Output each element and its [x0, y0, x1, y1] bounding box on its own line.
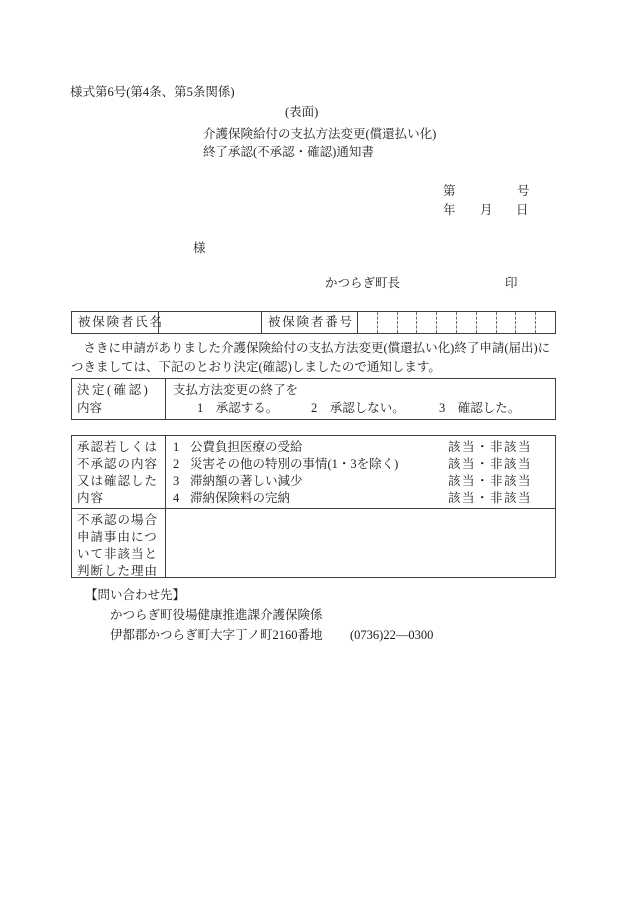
- insured-number-cell: [377, 312, 397, 333]
- insured-number-cell: [416, 312, 436, 333]
- insured-person-table: [71, 311, 556, 334]
- decision-option-confirmed: 3 確認した。: [439, 401, 521, 415]
- approval-item-choice: 該当・非該当: [447, 491, 532, 505]
- insured-number-cell: [496, 312, 516, 333]
- decision-option-approve: 1 承認する。: [197, 401, 279, 415]
- decision-header-line2: 内容: [77, 401, 103, 415]
- document-title-line2: 終了承認(不承認・確認)通知書: [203, 144, 374, 159]
- document-title-line1: 介護保険給付の支払方法変更(償還払い化): [203, 127, 437, 141]
- decision-header: [72, 379, 166, 419]
- doc-number-suffix: 号: [517, 184, 530, 198]
- approval-item-text: 公費負担医療の受給: [190, 440, 303, 454]
- decision-table: [71, 378, 556, 420]
- insured-name-field: [159, 312, 262, 333]
- approval-item-number: 3: [173, 474, 180, 488]
- decision-option-deny: 2 承認しない。: [311, 401, 405, 415]
- insured-number-label: 被保険者番号: [262, 312, 358, 333]
- issuer-name: かつらぎ町長: [325, 276, 401, 290]
- notice-paragraph: [71, 339, 563, 376]
- insured-number-cell: [476, 312, 496, 333]
- contact-office: かつらぎ町役場健康推進課介護保険係: [110, 608, 323, 622]
- front-side-label: (表面): [285, 105, 319, 119]
- approval-item-number: 4: [173, 491, 180, 505]
- approval-item-number: 2: [173, 457, 180, 471]
- addressee-suffix: 様: [193, 241, 206, 255]
- insured-number-cell: [515, 312, 535, 333]
- insured-number-cell: [397, 312, 417, 333]
- approval-content-header: 承認若しくは 不承認の内容 又は確認した 内容: [72, 436, 166, 508]
- denial-reason-header: 不承認の場合 申請事由につ いて非該当と 判断した理由: [72, 509, 166, 577]
- decision-body: [166, 379, 555, 419]
- form-style-number: 様式第6号(第4条、第5条関係): [70, 85, 235, 99]
- doc-number-prefix: 第: [443, 184, 456, 198]
- contact-address: 伊都郡かつらぎ町大字丁ノ町2160番地: [110, 628, 323, 642]
- contact-heading: 【問い合わせ先】: [85, 588, 186, 602]
- date-month-label: 月: [480, 203, 493, 217]
- approval-item-text: 滞納額の著しい減少: [190, 474, 303, 488]
- approval-item-choice: 該当・非該当: [447, 457, 532, 471]
- approval-item-number: 1: [173, 440, 180, 454]
- approval-item-3: [166, 473, 555, 490]
- date-day-label: 日: [516, 203, 529, 217]
- approval-item-text: 滞納保険料の完納: [190, 491, 291, 505]
- insured-number-cell: [436, 312, 456, 333]
- insured-name-label: 被保険者氏名: [72, 312, 159, 333]
- denial-reason-field: [166, 509, 555, 577]
- insured-number-cell: [456, 312, 476, 333]
- denial-reason-row: [72, 509, 555, 577]
- approval-content-row: [72, 436, 555, 509]
- approval-items: [166, 436, 555, 508]
- seal-placeholder: 印: [505, 276, 518, 290]
- contact-phone: (0736)22—0300: [350, 628, 434, 642]
- approval-item-1: [166, 439, 555, 456]
- notice-paragraph-line1: さきに申請がありました介護保険給付の支払方法変更(償還払い化)終了申請(届出)に: [71, 341, 551, 355]
- approval-item-choice: 該当・非該当: [447, 474, 532, 488]
- approval-item-text: 災害その他の特別の事情(1・3を除く): [190, 457, 399, 471]
- approval-item-4: [166, 490, 555, 507]
- decision-lead-text: 支払方法変更の終了を: [173, 383, 299, 397]
- approval-item-choice: 該当・非該当: [447, 440, 532, 454]
- approval-item-2: [166, 456, 555, 473]
- notice-paragraph-line2: つきましては、下記のとおり決定(確認)しましたので通知します。: [71, 359, 441, 374]
- approval-content-table: [71, 435, 556, 578]
- insured-number-field: [358, 312, 555, 333]
- insured-number-cell: [358, 312, 377, 333]
- insured-number-cell: [535, 312, 555, 333]
- decision-header-line1: 決定(確認): [77, 383, 151, 397]
- document-title: [203, 126, 436, 161]
- date-year-label: 年: [443, 203, 456, 217]
